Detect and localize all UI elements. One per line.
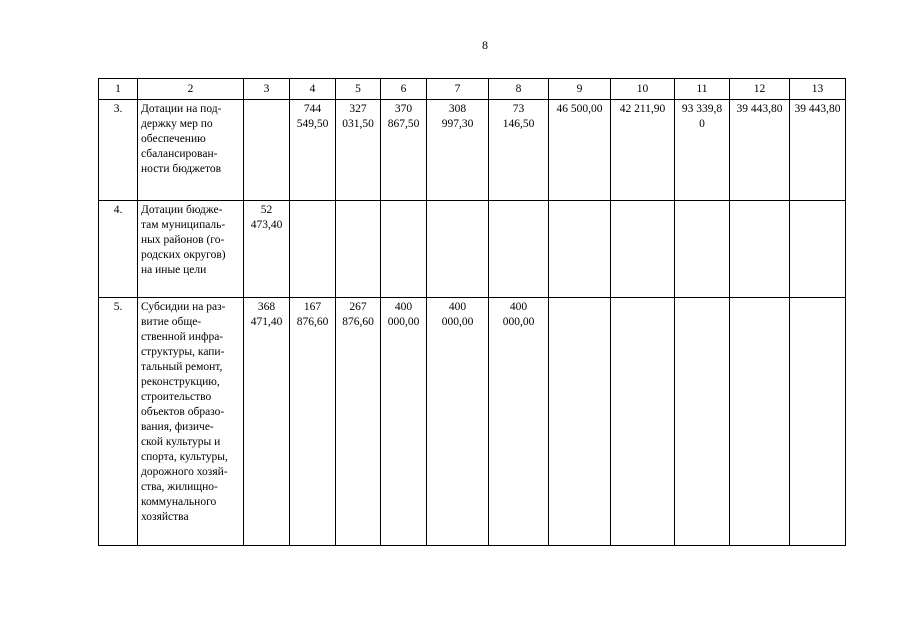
- header-cell: 5: [336, 79, 381, 100]
- table-header-row: [99, 79, 846, 100]
- table-cell: 744 549,50: [290, 100, 336, 201]
- header-cell: 12: [730, 79, 790, 100]
- table-cell: [730, 201, 790, 298]
- row-number: 3.: [99, 100, 138, 201]
- budget-table: [98, 78, 846, 546]
- row-number: 5.: [99, 298, 138, 546]
- header-cell: 3: [244, 79, 290, 100]
- header-cell: 1: [99, 79, 138, 100]
- row-name: Дотации бюдже- там муниципаль- ных районов (го- родских округов) на иные цели: [138, 201, 244, 298]
- table-cell: [549, 201, 611, 298]
- table-cell: [381, 201, 427, 298]
- table-cell: [244, 100, 290, 201]
- row-number: 4.: [99, 201, 138, 298]
- table-cell: 400 000,00: [427, 298, 489, 546]
- table-cell: [427, 201, 489, 298]
- table-cell: [790, 298, 846, 546]
- page-number: 8: [482, 38, 488, 52]
- table-cell: [730, 298, 790, 546]
- table-cell: 370 867,50: [381, 100, 427, 201]
- table-row: [99, 298, 846, 546]
- table-cell: 308 997,30: [427, 100, 489, 201]
- table-cell: 400 000,00: [381, 298, 427, 546]
- row-name: Дотации на под- держку мер по обеспечению сбалансирован- ности бюджетов: [138, 100, 244, 201]
- header-cell: 11: [675, 79, 730, 100]
- table-cell: [549, 298, 611, 546]
- table-cell: 39 443,80: [790, 100, 846, 201]
- table-cell: [675, 201, 730, 298]
- table-cell: [790, 201, 846, 298]
- table-row: [99, 100, 846, 201]
- header-cell: 6: [381, 79, 427, 100]
- header-cell: 10: [611, 79, 675, 100]
- table-cell: [290, 201, 336, 298]
- table-cell: [611, 201, 675, 298]
- table-row: [99, 201, 846, 298]
- table-cell: 368 471,40: [244, 298, 290, 546]
- table-cell: [611, 298, 675, 546]
- table-cell: 42 211,90: [611, 100, 675, 201]
- header-cell: 9: [549, 79, 611, 100]
- table-cell: 267 876,60: [336, 298, 381, 546]
- header-cell: 13: [790, 79, 846, 100]
- table-cell: 167 876,60: [290, 298, 336, 546]
- table-cell: 93 339,8 0: [675, 100, 730, 201]
- table-cell: [336, 201, 381, 298]
- table-cell: 327 031,50: [336, 100, 381, 201]
- table-cell: 73 146,50: [489, 100, 549, 201]
- table-cell: 46 500,00: [549, 100, 611, 201]
- table-cell: 39 443,80: [730, 100, 790, 201]
- table-cell: 52 473,40: [244, 201, 290, 298]
- header-cell: 7: [427, 79, 489, 100]
- table-cell: 400 000,00: [489, 298, 549, 546]
- table-cell: [675, 298, 730, 546]
- header-cell: 2: [138, 79, 244, 100]
- table-cell: [489, 201, 549, 298]
- header-cell: 4: [290, 79, 336, 100]
- header-cell: 8: [489, 79, 549, 100]
- row-name: Субсидии на раз- витие обще- ственной инфра- структуры, капи- тальный ремонт, реконструкцию, строительство объектов образо- вания, физиче- ской культуры и спорта, культуры, дорожного хозяй- ства, жилищно- коммунального хозяйства: [138, 298, 244, 546]
